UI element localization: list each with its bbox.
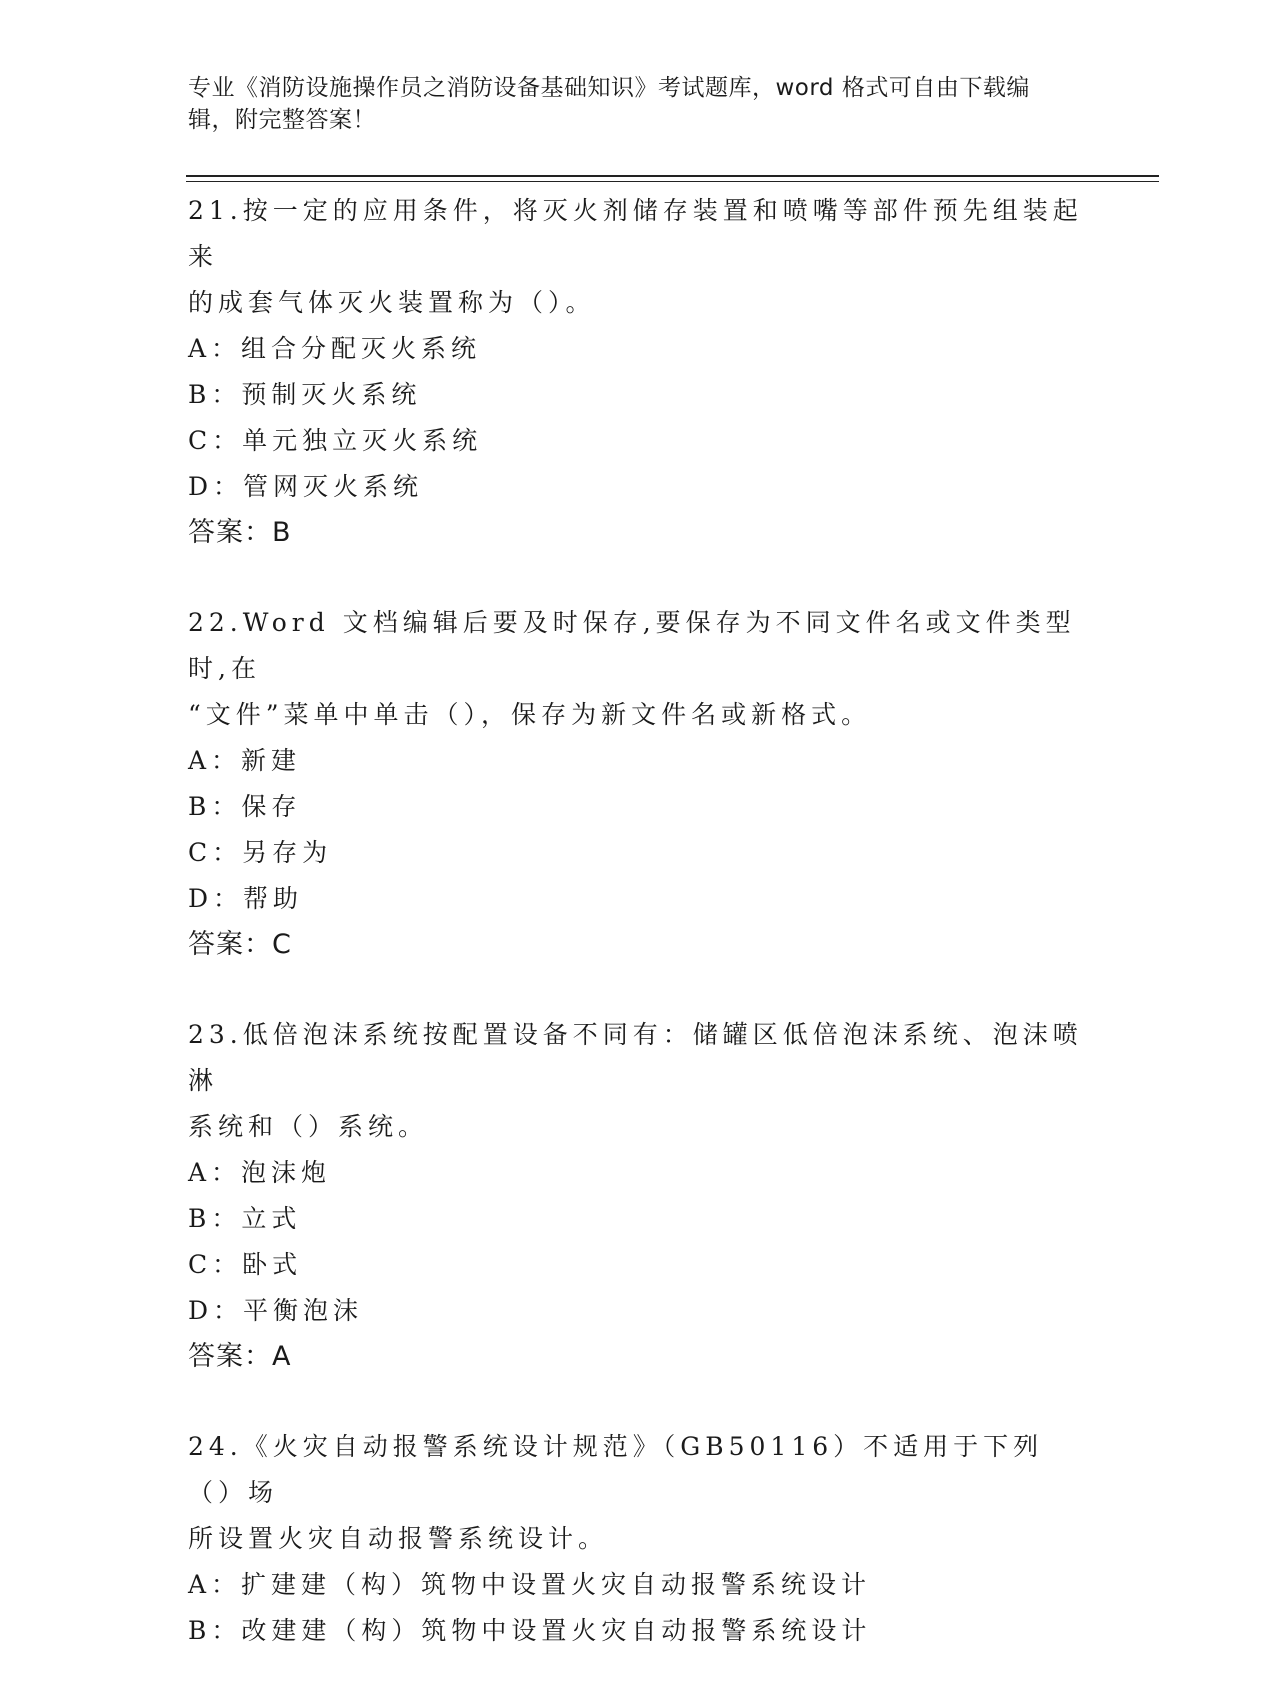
option-c: C：单元独立灭火系统: [188, 426, 483, 455]
option-a: A：新建: [188, 746, 302, 775]
header-line-2: 辑，附完整答案！: [188, 107, 376, 133]
question-21: [188, 188, 1088, 556]
question-stem-line: “文件”菜单中单击（），保存为新文件名或新格式。: [188, 700, 872, 729]
answer-line: [188, 510, 1088, 556]
header-line-1: 专业《消防设施操作员之消防设备基础知识》考试题库，word 格式可自由下载编: [188, 75, 1030, 101]
answer-line: [188, 1334, 1088, 1380]
question-stem-line: 24.《火灾自动报警系统设计规范》（GB50116）不适用于下列（）场: [188, 1432, 1044, 1507]
answer-label: 答案：: [188, 1341, 272, 1372]
header-rule-thin: [186, 181, 1159, 182]
option-c: C：另存为: [188, 838, 333, 867]
question-stem-line: 所设置火灾自动报警系统设计。: [188, 1524, 609, 1553]
question-list: [188, 188, 1088, 1698]
answer-label: 答案：: [188, 929, 272, 960]
answer-value: B: [272, 517, 291, 548]
option-d: D：平衡泡沫: [188, 1296, 364, 1325]
option-a: A：扩建建（构）筑物中设置火灾自动报警系统设计: [188, 1570, 872, 1599]
option-b: B：预制灭火系统: [188, 380, 422, 409]
document-header: [188, 72, 1068, 136]
option-b: B：立式: [188, 1204, 302, 1233]
question-24: [188, 1424, 1088, 1654]
answer-line: [188, 922, 1088, 968]
option-a: A：泡沫炮: [188, 1158, 332, 1187]
option-d: D：管网灭火系统: [188, 472, 424, 501]
question-stem-line: 系统和（）系统。: [188, 1112, 429, 1141]
question-22: [188, 600, 1088, 968]
question-stem-line: 的成套气体灭火装置称为（）。: [188, 288, 596, 317]
answer-label: 答案：: [188, 517, 272, 548]
option-b: B：保存: [188, 792, 302, 821]
question-stem-line: 22.Word 文档编辑后要及时保存,要保存为不同文件名或文件类型时,在: [188, 608, 1076, 683]
question-23: [188, 1012, 1088, 1380]
question-stem-line: 21.按一定的应用条件，将灭火剂储存装置和喷嘴等部件预先组装起来: [188, 196, 1083, 271]
option-d: D：帮助: [188, 884, 304, 913]
option-b: B：改建建（构）筑物中设置火灾自动报警系统设计: [188, 1616, 872, 1645]
header-rule-thick: [186, 175, 1159, 177]
answer-value: A: [272, 1341, 291, 1372]
option-a: A：组合分配灭火系统: [188, 334, 482, 363]
question-stem-line: 23.低倍泡沫系统按配置设备不同有：储罐区低倍泡沫系统、泡沫喷淋: [188, 1020, 1083, 1095]
option-c: C：卧式: [188, 1250, 303, 1279]
answer-value: C: [272, 929, 291, 960]
